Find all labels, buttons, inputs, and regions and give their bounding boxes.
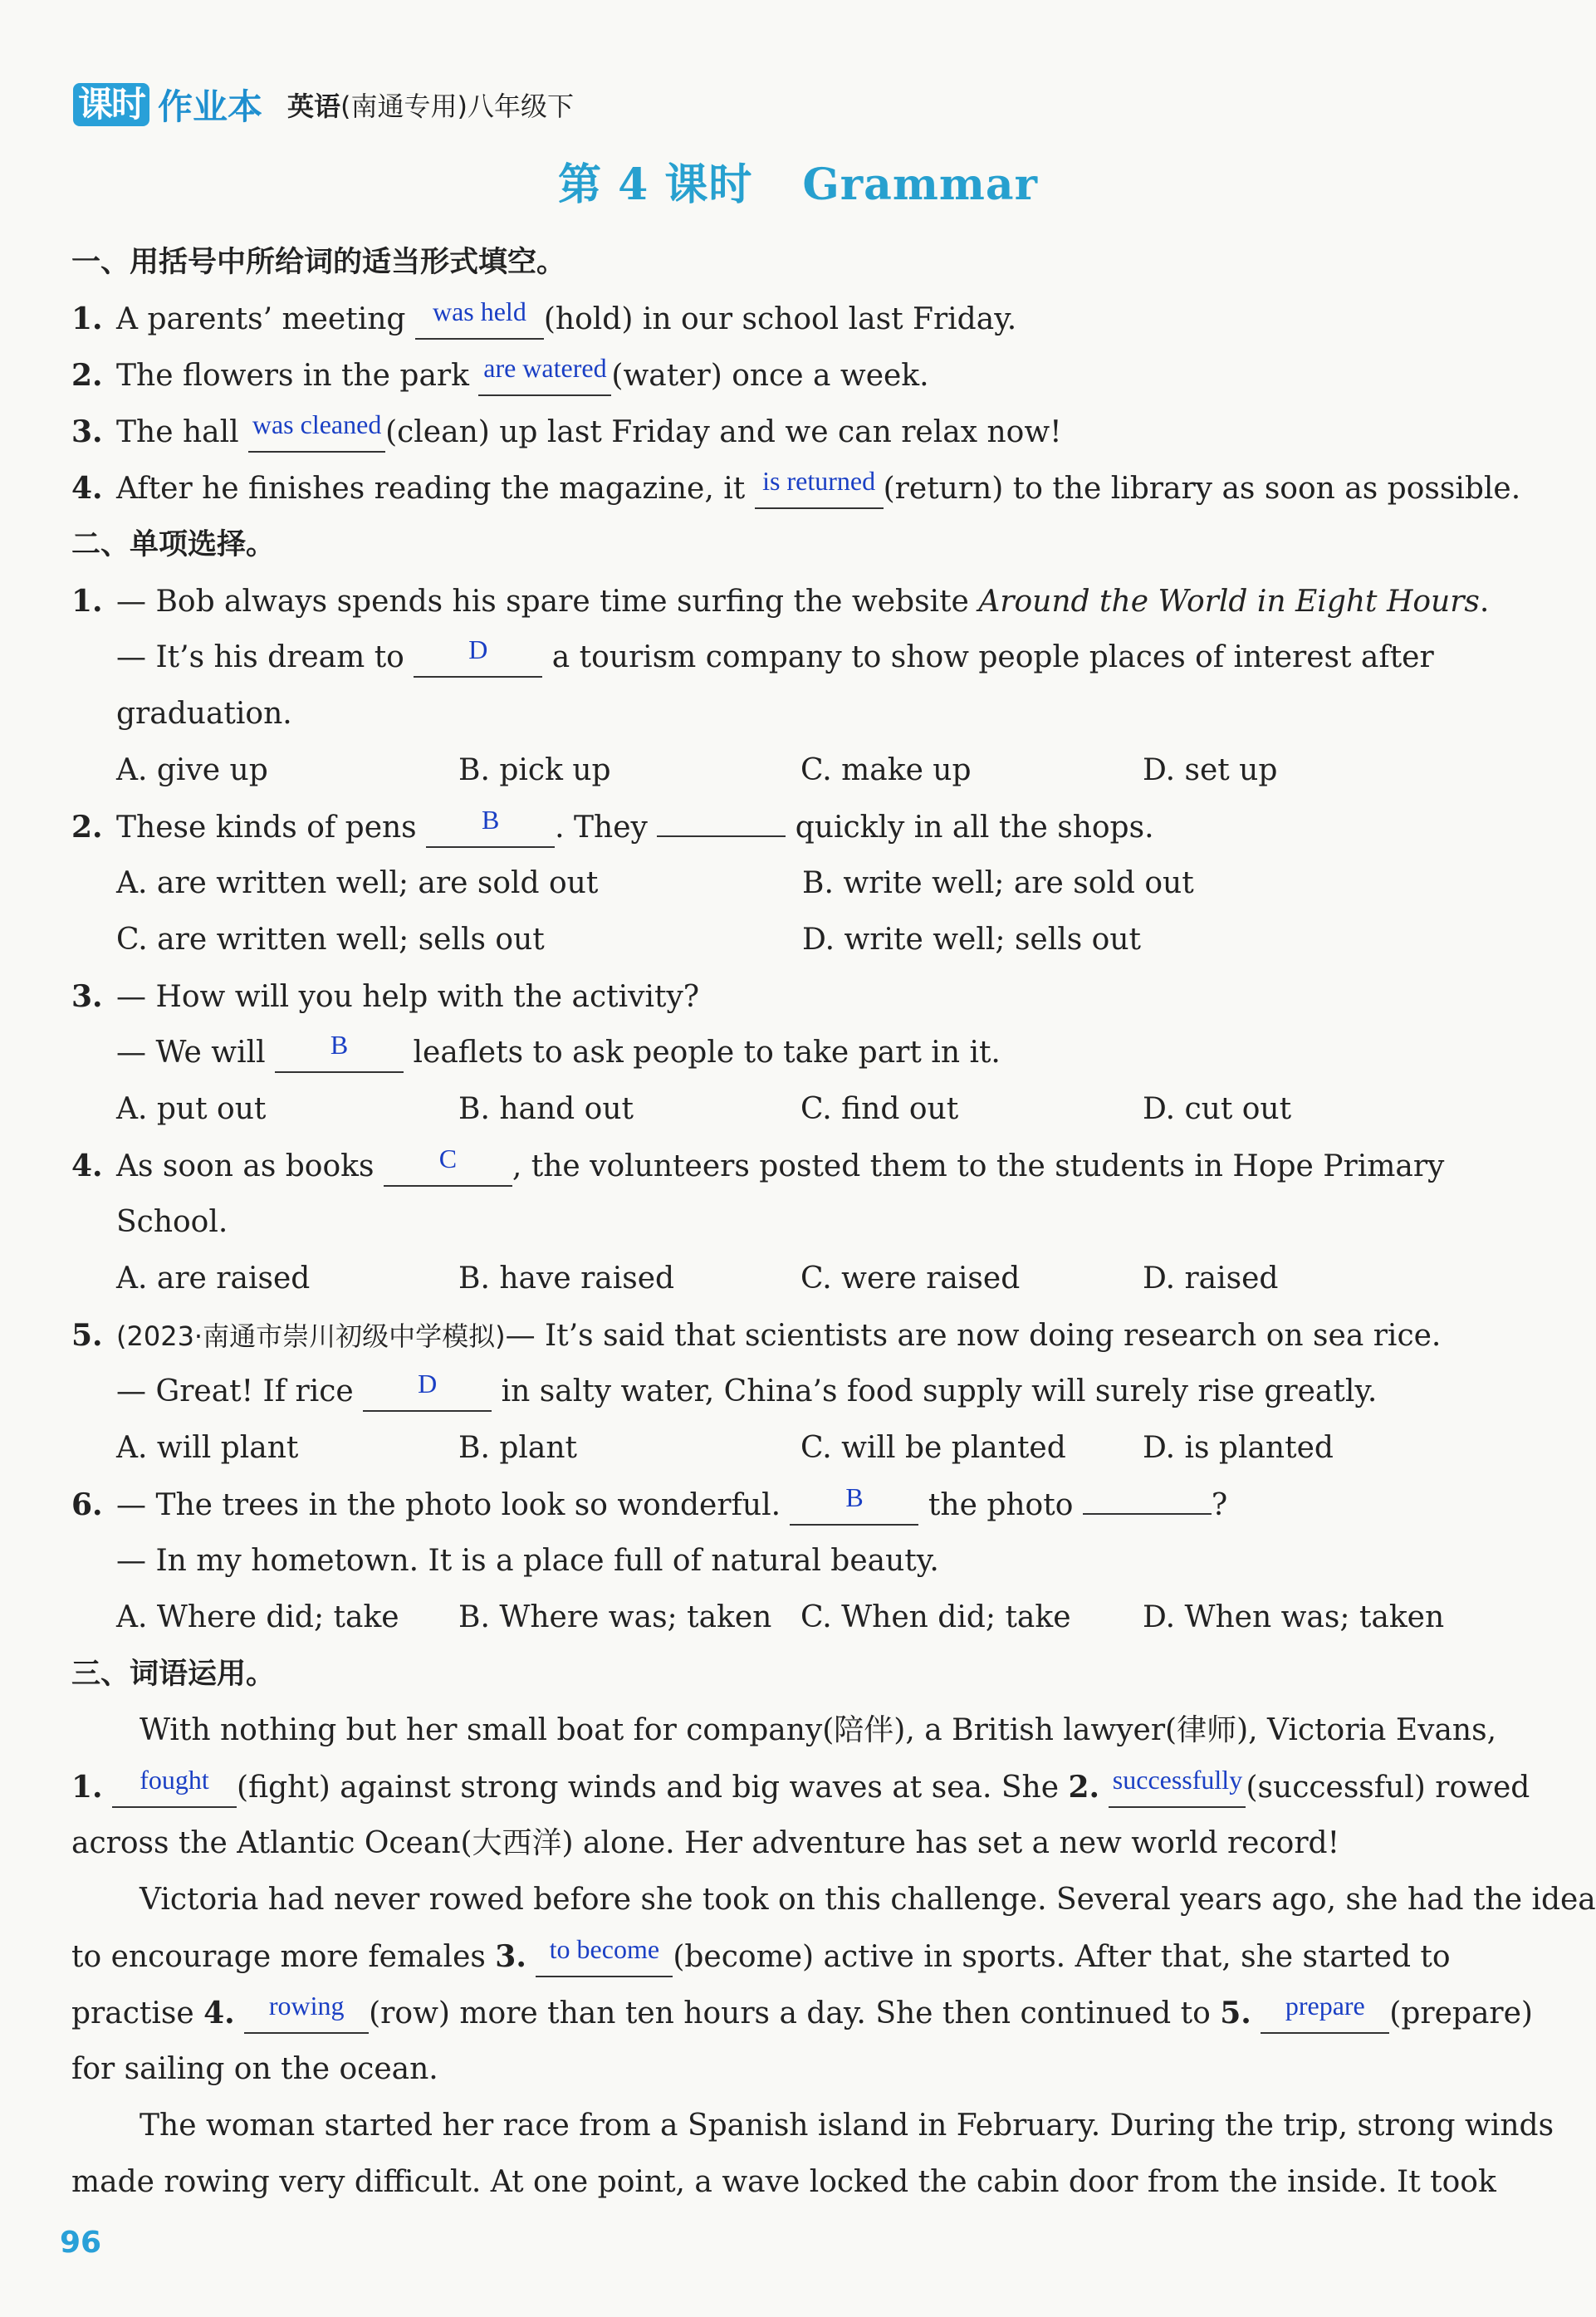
brand-logo xyxy=(73,80,262,130)
logo-text: 作业本 xyxy=(158,86,263,127)
option-d[interactable]: D. is planted xyxy=(1143,1431,1334,1465)
question-2-5-line-2: — Great! If rice D in salty water, China’s food supply will surely rise greatly. xyxy=(71,1364,1500,1420)
question-2-6-line-1: 6. — The trees in the photo look so wonderful. B the photo ? xyxy=(71,1477,1500,1533)
options-row xyxy=(71,1420,1500,1477)
logo-mark: 课时 xyxy=(73,83,149,126)
answer-blank[interactable]: D xyxy=(414,641,542,678)
passage-line: made rowing very difficult. At one point, a wave locked the cabin door from the inside. It took xyxy=(71,2165,1496,2199)
answer-blank[interactable]: to become xyxy=(536,1941,673,1977)
option-b[interactable]: B. plant xyxy=(458,1431,578,1465)
option-a[interactable]: A. put out xyxy=(116,1092,267,1126)
lesson-title xyxy=(0,149,1596,212)
option-d[interactable]: D. When was; taken xyxy=(1143,1600,1445,1634)
option-b[interactable]: B. have raised xyxy=(458,1261,675,1296)
answer-blank[interactable]: rowing xyxy=(244,1997,369,2034)
question-2-4-line-1: 4. As soon as books C , the volunteers posted them to the students in Hope Primary xyxy=(71,1138,1500,1194)
option-c[interactable]: C. were raised xyxy=(800,1261,1021,1296)
options-row xyxy=(71,1081,1500,1138)
options-row xyxy=(71,742,1500,799)
passage-line: practise 4. rowing (row) more than ten hours a day. She then continued to 5. prepare (prepare) xyxy=(71,1985,1500,2041)
option-a[interactable]: A. are written well; are sold out xyxy=(116,866,599,900)
lesson-title-cn: 第 4 课时 xyxy=(557,159,753,210)
option-a[interactable]: A. Where did; take xyxy=(116,1600,399,1634)
options-row xyxy=(71,1590,1500,1646)
answer-blank-empty[interactable] xyxy=(1083,1478,1212,1515)
lesson-title-en: Grammar xyxy=(802,159,1039,210)
option-c[interactable]: C. will be planted xyxy=(800,1431,1066,1465)
option-a[interactable]: A. give up xyxy=(116,753,268,787)
question-2-1-line-2: — It’s his dream to D a tourism company to show people places of interest after xyxy=(71,629,1500,686)
option-c[interactable]: C. are written well; sells out xyxy=(116,923,545,957)
options-row xyxy=(71,912,1500,968)
question-source: (2023·南通市崇川初级中学模拟) xyxy=(116,1320,506,1352)
section-heading-2: 二、单项选择。 xyxy=(71,528,276,561)
answer-blank[interactable]: C xyxy=(384,1150,512,1187)
passage-line: across the Atlantic Ocean(大西洋) alone. Her adventure has set a new world record! xyxy=(71,1826,1340,1860)
exercise-content xyxy=(71,234,1596,2211)
passage-line: With nothing but her small boat for company(陪伴), a British lawyer(律师), Victoria Evans, xyxy=(140,1713,1497,1747)
question-1-3: 3. The hall was cleaned (clean) up last Friday and we can relax now! xyxy=(71,404,1500,460)
question-1-4: 4. After he finishes reading the magazine, it is returned (return) to the library as soon as possible. xyxy=(71,460,1500,517)
option-d[interactable]: D. write well; sells out xyxy=(802,923,1141,957)
option-d[interactable]: D. set up xyxy=(1143,753,1278,787)
question-2-6-line-2: — In my hometown. It is a place full of natural beauty. xyxy=(116,1544,939,1578)
answer-blank[interactable]: was cleaned xyxy=(248,416,385,453)
answer-blank[interactable]: successfully xyxy=(1109,1771,1246,1808)
passage-line: 1. fought (fight) against strong winds and big waves at sea. She 2. successfully (successful) rowed xyxy=(71,1759,1500,1815)
answer-blank[interactable]: D xyxy=(363,1375,492,1412)
option-a[interactable]: A. are raised xyxy=(116,1261,311,1296)
passage-line: Victoria had never rowed before she took on this challenge. Several years ago, she had the idea xyxy=(140,1883,1596,1917)
question-1-2: 2. The flowers in the park are watered (water) once a week. xyxy=(71,347,1500,404)
options-row xyxy=(71,1251,1500,1307)
option-b[interactable]: B. hand out xyxy=(458,1092,634,1126)
page-number: 96 xyxy=(60,2226,102,2260)
question-2-2: 2. These kinds of pens B . They quickly in all the shops. xyxy=(71,799,1500,855)
passage-line: to encourage more females 3. to become (become) active in sports. After that, she started to xyxy=(71,1928,1500,1985)
subject-label: 英语(南通专用)八年级下 xyxy=(287,91,575,122)
options-row xyxy=(71,855,1500,912)
answer-blank[interactable]: are watered xyxy=(478,360,611,396)
question-2-5-line-1: 5. (2023·南通市崇川初级中学模拟)— It’s said that scientists are now doing research on sea rice. xyxy=(71,1318,1442,1353)
page-header xyxy=(73,80,574,130)
question-2-1-line-3: graduation. xyxy=(116,697,292,731)
answer-blank[interactable]: B xyxy=(426,811,555,848)
option-d[interactable]: D. raised xyxy=(1143,1261,1279,1296)
question-1-1: 1. A parents’ meeting was held (hold) in our school last Friday. xyxy=(71,291,1500,347)
question-2-1-line-1: 1. — Bob always spends his spare time surfing the website Around the World in Eight Hours. xyxy=(71,584,1490,619)
question-2-4-line-2: School. xyxy=(116,1205,228,1239)
answer-blank[interactable]: B xyxy=(275,1036,404,1073)
option-c[interactable]: C. make up xyxy=(800,753,972,787)
option-b[interactable]: B. Where was; taken xyxy=(458,1600,772,1634)
option-b[interactable]: B. write well; are sold out xyxy=(802,866,1194,900)
answer-blank[interactable]: is returned xyxy=(755,473,884,509)
section-heading-3: 三、词语运用。 xyxy=(71,1658,276,1691)
answer-blank[interactable]: fought xyxy=(112,1771,237,1808)
passage-line: The woman started her race from a Spanish island in February. During the trip, strong winds xyxy=(140,2109,1554,2143)
answer-blank[interactable]: prepare xyxy=(1261,1997,1389,2034)
answer-blank[interactable]: B xyxy=(790,1489,918,1526)
answer-blank-empty[interactable] xyxy=(657,801,786,837)
question-2-3-line-1: 3. — How will you help with the activity? xyxy=(71,979,700,1014)
section-heading-1: 一、用括号中所给词的适当形式填空。 xyxy=(71,246,566,279)
option-c[interactable]: C. find out xyxy=(800,1092,959,1126)
answer-blank[interactable]: was held xyxy=(415,303,544,340)
option-b[interactable]: B. pick up xyxy=(458,753,611,787)
question-2-3-line-2: — We will B leaflets to ask people to take part in it. xyxy=(71,1025,1500,1081)
option-a[interactable]: A. will plant xyxy=(116,1431,299,1465)
option-c[interactable]: C. When did; take xyxy=(800,1600,1071,1634)
option-d[interactable]: D. cut out xyxy=(1143,1092,1292,1126)
passage-line: for sailing on the ocean. xyxy=(71,2052,438,2086)
